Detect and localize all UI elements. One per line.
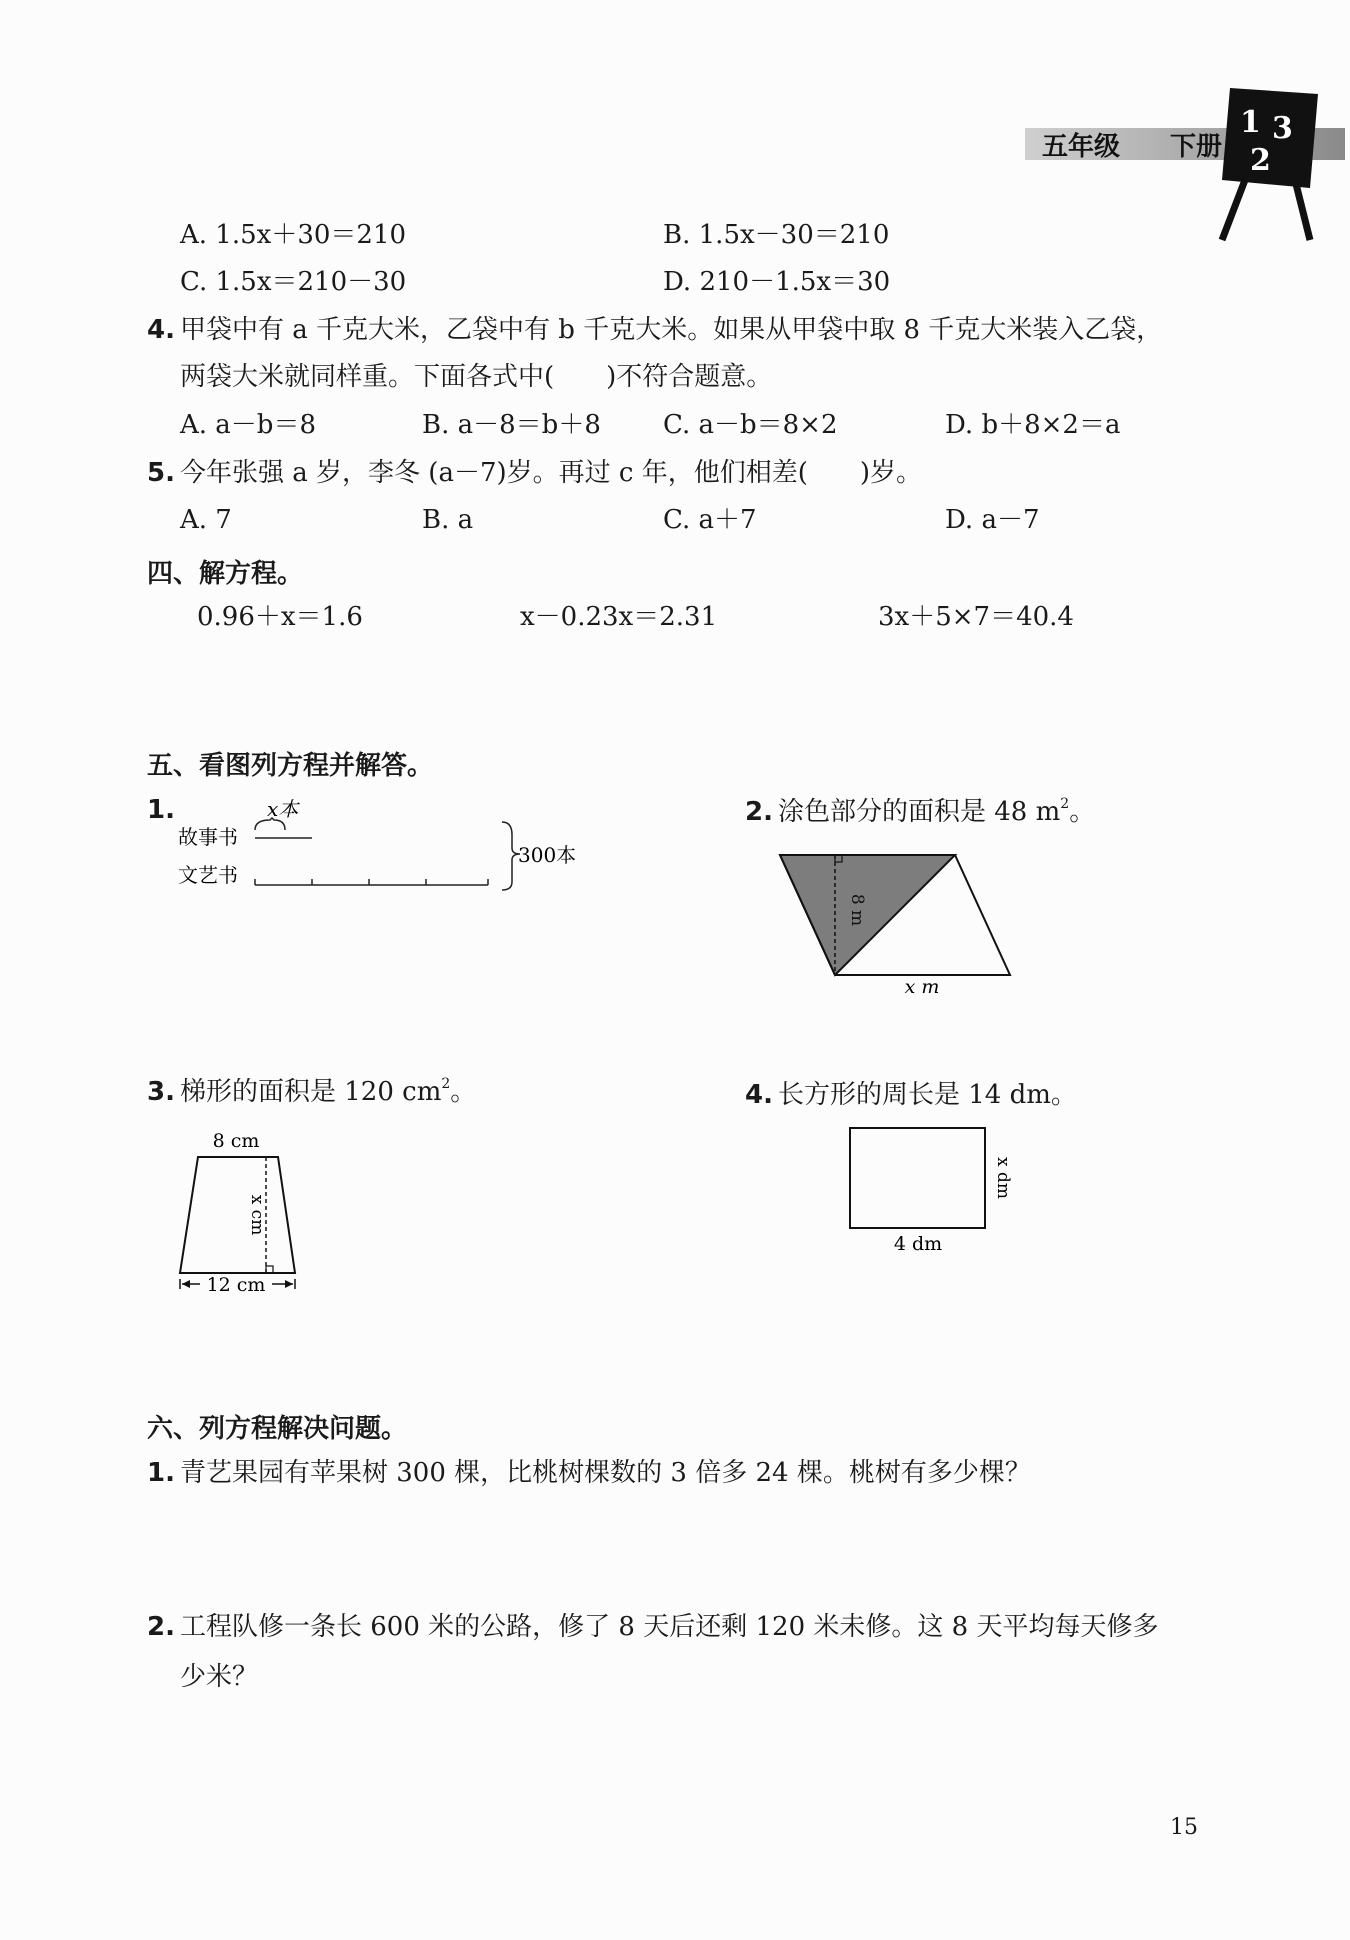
- s6-q2-number: 2.: [147, 1612, 175, 1642]
- grade-label: 五年级: [1042, 132, 1121, 162]
- trapezoid-outline: [180, 1157, 295, 1273]
- q4-option-c: C. a－b＝8×2: [663, 410, 838, 440]
- trapezoid-bottom-label: 12 cm: [206, 1274, 266, 1296]
- logo-digit-1: 1: [1240, 105, 1261, 140]
- q4-option-a: A. a－b＝8: [180, 410, 316, 440]
- story-book-label: 故事书: [178, 825, 238, 849]
- equation-3: 3x＋5×7＝40.4: [878, 602, 1074, 632]
- p4-number: 4.: [745, 1080, 773, 1110]
- s6-q2-text-line2: 少米？: [180, 1662, 259, 1692]
- trapezoid-height-label: x cm: [247, 1194, 267, 1236]
- q5-option-c: C. a＋7: [663, 505, 757, 535]
- q5-option-a: A. 7: [180, 505, 232, 535]
- q4-option-d: D. b＋8×2＝a: [945, 410, 1121, 440]
- q3-option-a: A. 1.5x＋30＝210: [180, 220, 407, 250]
- rectangle-outline: [850, 1128, 985, 1228]
- q3-option-c: C. 1.5x＝210－30: [180, 267, 407, 297]
- rectangle-side-label: x dm: [993, 1157, 1013, 1199]
- p1-number: 1.: [147, 795, 175, 825]
- q5-option-d: D. a－7: [945, 505, 1040, 535]
- section6-title: 六、列方程解决问题。: [147, 1414, 408, 1444]
- trapezoid-diagram: [170, 1125, 320, 1305]
- section5-title: 五、看图列方程并解答。: [147, 751, 434, 781]
- equation-2: x－0.23x＝2.31: [520, 602, 718, 632]
- q5-number: 5.: [147, 458, 175, 488]
- chalkboard-logo-icon: [1210, 80, 1330, 250]
- art-book-label: 文艺书: [178, 863, 238, 887]
- q4-number: 4.: [147, 315, 175, 345]
- s6-q2-text-line1: 工程队修一条长 600 米的公路，修了 8 天后还剩 120 米未修。这 8 天平均每天修多: [180, 1612, 1159, 1642]
- section4-title: 四、解方程。: [147, 559, 304, 589]
- parallelogram-diagram: [770, 850, 1020, 1000]
- p2-text: 涂色部分的面积是 48 $m^2$。: [778, 796, 1096, 827]
- q4-option-b: B. a－8＝b＋8: [422, 410, 601, 440]
- q5-option-b: B. a: [422, 505, 474, 535]
- equation-1: 0.96＋x＝1.6: [197, 602, 363, 632]
- parallelogram-base-label: x m: [904, 976, 940, 998]
- q3-option-b: B. 1.5x－30＝210: [663, 220, 890, 250]
- page-number: 15: [1170, 1815, 1198, 1840]
- parallelogram-height-label: 8 m: [847, 893, 867, 927]
- volume-label: 下册: [1170, 132, 1223, 162]
- p4-text: 长方形的周长是 14 dm。: [778, 1080, 1077, 1110]
- s6-q1-number: 1.: [147, 1458, 175, 1488]
- trapezoid-top-label: 8 cm: [212, 1130, 260, 1152]
- logo-digit-3: 3: [1272, 111, 1293, 146]
- q5-text: 今年张强 a 岁，李冬 (a－7)岁。再过 c 年，他们相差( )岁。: [180, 458, 923, 488]
- p3-number: 3.: [147, 1077, 175, 1107]
- q3-option-d: D. 210－1.5x＝30: [663, 267, 891, 297]
- p2-number: 2.: [745, 797, 773, 827]
- s6-q1-text: 青艺果园有苹果树 300 棵，比桃树棵数的 3 倍多 24 棵。桃树有多少棵？: [180, 1458, 1031, 1488]
- segment-diagram: [170, 790, 590, 900]
- p3-text: 梯形的面积是 120 $cm^2$。: [180, 1076, 477, 1107]
- rectangle-diagram: [840, 1120, 1020, 1260]
- rectangle-bottom-label: 4 dm: [893, 1233, 943, 1255]
- segment-top-label: x本: [267, 797, 299, 821]
- logo-digit-2: 2: [1250, 143, 1271, 178]
- q4-text-line1: 甲袋中有 a 千克大米，乙袋中有 b 千克大米。如果从甲袋中取 8 千克大米装入乙袋，: [180, 315, 1163, 345]
- total-label: 300本: [518, 843, 577, 867]
- q4-text-line2: 两袋大米就同样重。下面各式中( )不符合题意。: [180, 362, 773, 392]
